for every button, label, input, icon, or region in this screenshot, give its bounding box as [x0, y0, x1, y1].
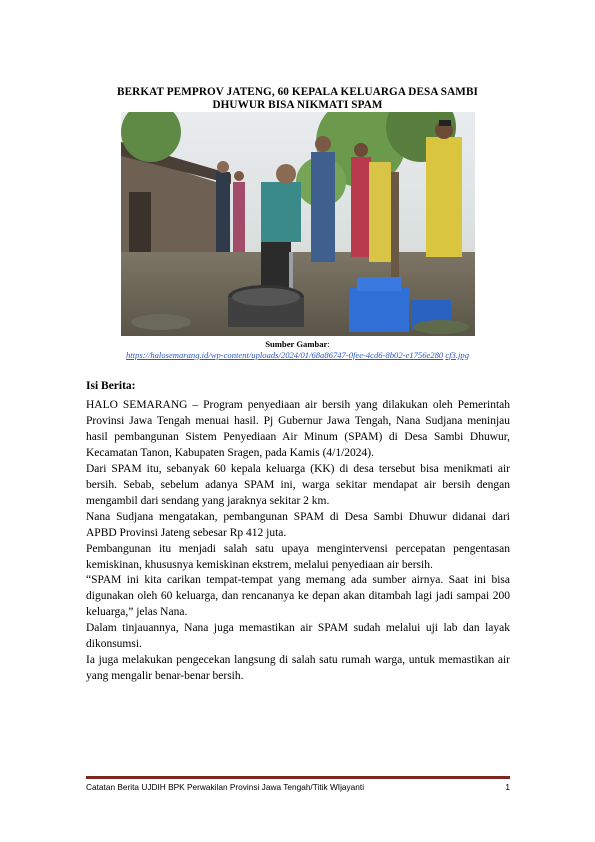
footer-text: Catatan Berita UJDIH BPK Perwakilan Provinsi Jawa Tengah/Titik WIjayanti: [86, 782, 365, 792]
title-line-1: BERKAT PEMPROV JATENG, 60 KEPALA KELUARGA DESA SAMBI: [117, 86, 478, 98]
caption-url-tail-link[interactable]: cf3.jpg: [445, 349, 469, 360]
paragraph: Dalam tinjauannya, Nana juga memastikan air SPAM sudah melalui uji lab dan layak dikonsumsi.: [86, 622, 510, 651]
news-photo: [121, 112, 475, 336]
page-footer: [86, 782, 510, 792]
paragraph: HALO SEMARANG – Program penyediaan air bersih yang dilakukan oleh Pemerintah Provinsi Jawa Tengah menuai hasil. Pj Gubernur Jawa Tengah, Nana Sudjana meninjau hasil pembangunan Sistem Penyediaan Air Minum (SPAM) di Desa Sambi Dhuwur, Kecamatan Tanon, Kabupaten Sragen, pada Kamis (4/1/2024).: [86, 399, 510, 459]
paragraph: Ia juga melakukan pengecekan langsung di salah satu rumah warga, untuk memastikan air yang mengalir benar-benar bersih.: [86, 654, 510, 683]
footer-divider: [86, 776, 510, 779]
paragraph: Nana Sudjana mengatakan, pembangunan SPAM di Desa Sambi Dhuwur didanai dari APBD Provinsi Jateng sebesar Rp 412 juta.: [86, 510, 510, 539]
section-heading: Isi Berita:: [86, 380, 136, 392]
article-body: [86, 398, 510, 685]
title-line-2: DHUWUR BISA NIKMATI SPAM: [212, 98, 383, 111]
page-number: 1: [505, 782, 510, 792]
paragraph: “SPAM ini kita carikan tempat-tempat yang memang ada sumber airnya. Saat ini bisa digunakan oleh 60 keluarga, dan rencananya ke depan akan ditambah lagi jadi sampai 200 keluarga,” jelas Nana.: [86, 574, 510, 619]
paragraph: Pembangunan itu menjadi salah satu upaya mengintervensi percepatan pengentasan kemiskinan, khususnya kemiskinan ekstrem, melalui penyediaan air bersih.: [86, 542, 510, 571]
caption-colon: :: [327, 339, 330, 349]
caption-label: Sumber Gambar: [265, 339, 328, 349]
paragraph: Dari SPAM itu, sebanyak 60 kepala keluarga (KK) di desa tersebut bisa menikmati air bersih. Sebab, sebelum adanya SPAM ini, warga sekitar mendapat air bersih dengan mengambil dari sendang yang jaraknya sekitar 2 km.: [86, 462, 510, 507]
page-title: [90, 86, 505, 111]
caption-url-link[interactable]: https://halosemarang.id/wp-content/uploads/2024/01/68a86747-0fee-4cd6-8b02-e1756e280: [125, 349, 444, 360]
image-caption: [90, 339, 505, 360]
